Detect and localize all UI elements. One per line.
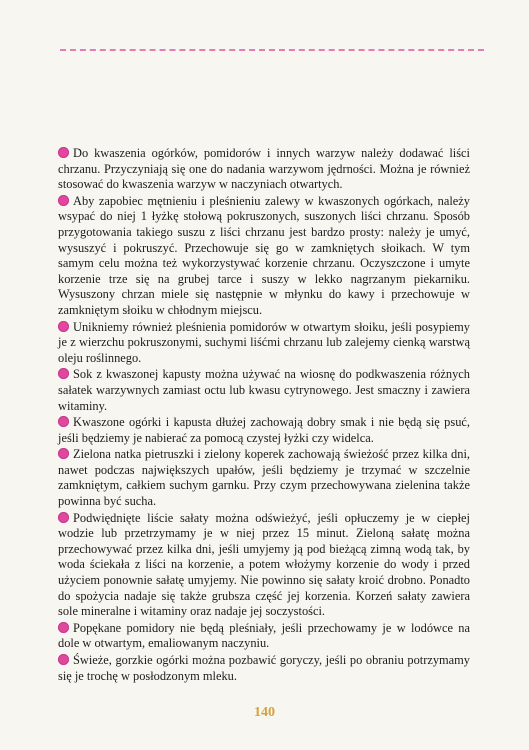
- tip-text: Do kwaszenia ogórków, pomidorów i innych warzyw należy dodawać liści chrzanu. Przyczyniają się one do nadania warzywom jędrności. Można je również stosować do kwaszenia warzyw w naczyniach otwartych.: [58, 146, 470, 192]
- tip-paragraph: [58, 511, 470, 620]
- tip-text: Popękane pomidory nie będą pleśniały, jeśli przechowamy je w lodówce na dole w otwartym, emaliowanym naczyniu.: [58, 620, 470, 651]
- decorative-top-rule: [60, 49, 484, 51]
- tip-paragraph: [58, 146, 470, 193]
- tip-text: Unikniemy również pleśnienia pomidorów w otwartym słoiku, jeśli posypiemy je z wierzchu pokruszonymi, suchymi liśćmi chrzanu lub zalejemy cienką warstwą oleju roślinnego.: [58, 319, 470, 365]
- tip-paragraph: [58, 653, 470, 684]
- tip-text: Aby zapobiec mętnieniu i pleśnieniu zalewy w kwaszonych ogórkach, należy wsypać do niej 1 łyżkę stołową pokruszonych, suszonych liści chrzanu. Sposób przygotowania takiego suszu z liści chrzanu jest bardzo prosty: należy je umyć, wysuszyć i pokruszyć. Przechowuje się go w zamkniętych słoikach. W tym samym celu można też wykorzystywać korzenie chrzanu. Oczyszczone i umyte korzenie trze się na grubej tarce i suszy w lekko nagrzanym piekarniku. Wysuszony chrzan miele się następnie w młynku do kawy i przechowuje w zamkniętym słoiku w chłodnym miejscu.: [58, 193, 470, 317]
- tip-paragraph: [58, 320, 470, 367]
- page-body: [58, 146, 470, 685]
- tip-text: Podwiędnięte liście sałaty można odświeżyć, jeśli opłuczemy je w ciepłej wodzie lub przetrzymamy je w niej przez 15 minut. Zieloną sałatę można przechowywać przez kilka dni, jeśli umyjemy ją pod bieżącą zimną wodą tak, by woda ściekała z liści na korzenie, a potem włożymy korzenie do wody i przed użyciem ponownie sałatę umyjemy. Nie powinno się sałaty kroić drobno. Ponadto do spożycia nadaje się także grubsza część jej korzenia. Korzeń sałaty zawiera sole mineralne i witaminy oraz nadaje jej soczystości.: [58, 510, 470, 619]
- bullet-icon: [58, 368, 69, 379]
- bullet-icon: [58, 512, 69, 523]
- bullet-icon: [58, 622, 69, 633]
- tip-paragraph: [58, 447, 470, 509]
- bullet-icon: [58, 448, 69, 459]
- page-number: 140: [254, 705, 275, 720]
- tip-text: Kwaszone ogórki i kapusta dłużej zachowają dobry smak i nie będą się psuć, jeśli będziemy je nabierać za pomocą czystej łyżki czy widelca.: [58, 415, 470, 445]
- tip-text: Zielona natka pietruszki i zielony koperek zachowają świeżość przez kilka dni, nawet podczas największych upałów, jeśli będziemy je trzymać w szczelnie zamkniętym, całkiem suchym garnku. Przy czym przechowywana zielenina także powinna być sucha.: [58, 447, 470, 509]
- bullet-icon: [58, 195, 69, 206]
- bullet-icon: [58, 654, 69, 665]
- tip-paragraph: [58, 194, 470, 319]
- bullet-icon: [58, 147, 69, 158]
- bullet-icon: [58, 321, 69, 332]
- tip-paragraph: [58, 367, 470, 414]
- tip-paragraph: [58, 415, 470, 446]
- bullet-icon: [58, 416, 69, 427]
- tip-paragraph: [58, 621, 470, 652]
- tip-text: Świeże, gorzkie ogórki można pozbawić goryczy, jeśli po obraniu potrzymamy się je trochę w posłodzonym mleku.: [58, 653, 470, 683]
- tip-text: Sok z kwaszonej kapusty można używać na wiosnę do podkwaszenia różnych sałatek warzywnych zamiast octu lub kwasu cytrynowego. Jest smaczny i zawiera witaminy.: [58, 367, 470, 413]
